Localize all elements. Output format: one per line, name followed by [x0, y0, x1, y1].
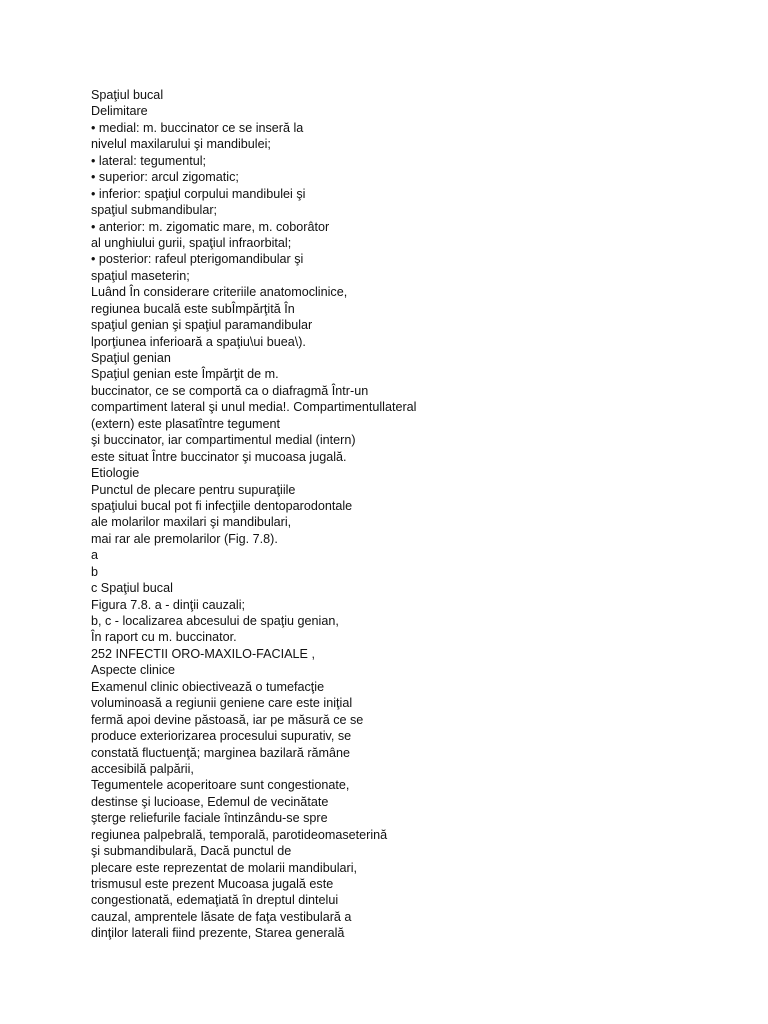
text-line: b — [91, 564, 99, 579]
text-line: Delimitare — [91, 104, 148, 119]
text-line: dinţilor laterali fiind prezente, Starea generală — [91, 926, 345, 941]
text-line: • superior: arcul zigomatic; — [91, 170, 239, 185]
text-line: b, c - localizarea abcesului de spaţiu genian, — [91, 614, 339, 628]
text-line: Etiologie — [91, 466, 140, 481]
text-line: spaţiul maseterin; — [91, 268, 190, 283]
text-line: Spaţiul genian — [91, 351, 171, 365]
text-line: trismusul este prezent Mucoasa jugală este — [91, 877, 334, 891]
text-line: destinse şi lucioase, Edemul de vecinătate — [91, 794, 329, 809]
text-line: voluminoasă a regiunii geniene care este iniţial — [91, 696, 353, 711]
text-line: • anterior: m. zigomatic mare, m. coborâtor — [91, 219, 330, 234]
text-line: (extern) este plasatîntre tegument — [91, 416, 281, 431]
text-line: regiunea bucală este subÎmpărţită În — [91, 301, 295, 316]
text-line: şi submandibulară, Dacă punctul de — [91, 844, 292, 859]
text-line: şterge reliefurile faciale întinzându-se spre — [91, 811, 328, 826]
document-text — [91, 87, 711, 942]
text-line: congestionată, edemaţiată în dreptul dintelui — [91, 893, 339, 908]
text-line: este situat Între buccinator şi mucoasa jugală. — [91, 449, 347, 464]
text-line: produce exteriorizarea procesului supurativ, se — [91, 729, 352, 744]
text-line: constată fluctuenţă; marginea bazilară rămâne — [91, 745, 351, 760]
text-line: spaţiul genian şi spaţiul paramandibular — [91, 318, 313, 333]
text-line: regiunea palpebrală, temporală, parotideomaseterină — [91, 827, 388, 842]
text-line: Examenul clinic obiectivează o tumefacţie — [91, 679, 325, 694]
text-line: spaţiul submandibular; — [91, 203, 218, 218]
text-line: Spaţiul genian este Împărţit de m. — [91, 367, 279, 382]
text-line: ale molarilor maxilari şi mandibulari, — [91, 515, 292, 530]
text-line: nivelul maxilarului şi mandibulei; — [91, 137, 271, 152]
text-line: mai rar ale premolarilor (Fig. 7.8). — [91, 531, 278, 546]
text-line: spaţiului bucal pot fi infecţiile dentoparodontale — [91, 498, 353, 513]
text-line: accesibilă palpării, — [91, 761, 194, 776]
text-line: • posterior: rafeul pterigomandibular şi — [91, 252, 304, 267]
text-line: cauzal, amprentele lăsate de faţa vestibulară a — [91, 909, 352, 924]
text-line: şi buccinator, iar compartimentul medial (intern) — [91, 433, 356, 448]
text-line: Aspecte clinice — [91, 663, 175, 678]
text-line: În raport cu m. buccinator. — [91, 630, 237, 645]
text-line: c Spaţiul bucal — [91, 581, 173, 596]
text-line: lporţiunea inferioară a spaţiu\ui buea\). — [91, 334, 306, 349]
text-line: buccinator, ce se comportă ca o diafragmă Într-un — [91, 383, 369, 398]
text-line: plecare este reprezentat de molarii mandibulari, — [91, 860, 358, 875]
text-line: Figura 7.8. a - dinţii cauzali; — [91, 597, 245, 612]
text-line: • inferior: spaţiul corpului mandibulei şi — [91, 186, 306, 201]
text-line: Luând În considerare criteriile anatomoclinice, — [91, 285, 348, 300]
text-line: 252 INFECTII ORO-MAXILO-FACIALE , — [91, 646, 315, 661]
text-line: Spaţiul bucal — [91, 88, 164, 102]
text-line: Tegumentele acoperitoare sunt congestionate, — [91, 778, 350, 793]
text-line: Punctul de plecare pentru supuraţiile — [91, 482, 296, 497]
text-line: al unghiului gurii, spaţiul infraorbital; — [91, 235, 292, 250]
text-line: fermă apoi devine păstoasă, iar pe măsură ce se — [91, 712, 364, 727]
text-line: • lateral: tegumentul; — [91, 153, 207, 168]
text-line: compartiment lateral şi unul media!. Compartimentullateral — [91, 400, 417, 415]
text-line: • medial: m. buccinator ce se inseră la — [91, 120, 304, 135]
text-line: a — [91, 548, 99, 563]
